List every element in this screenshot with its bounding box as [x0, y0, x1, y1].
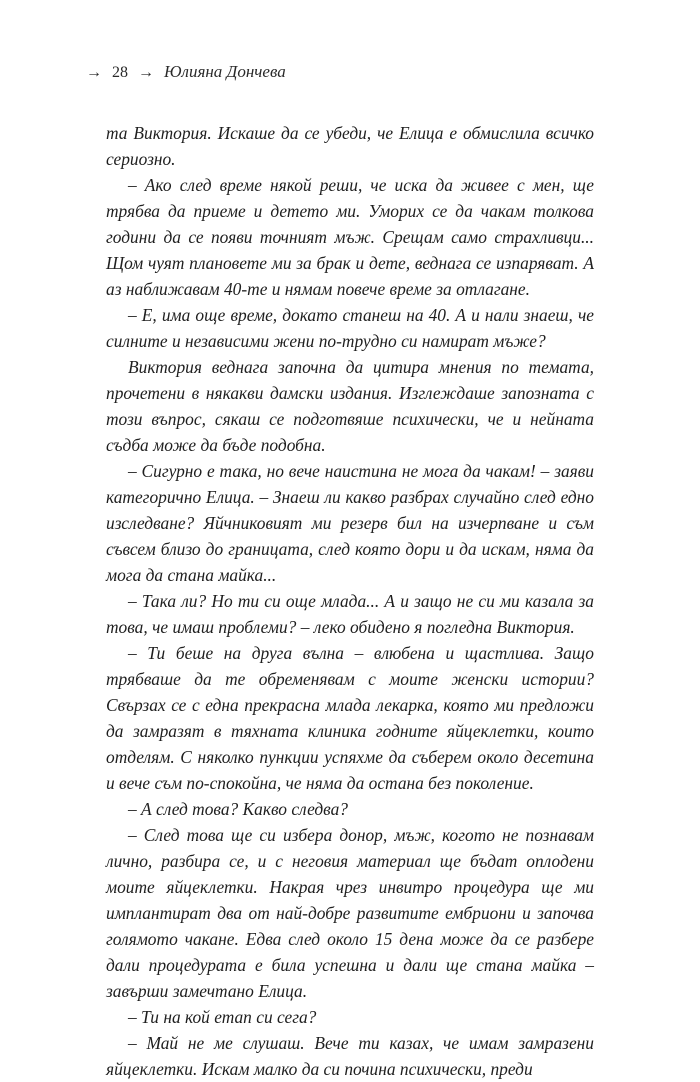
paragraph: Виктория веднага започна да цитира мнения по темата, прочетени в някакви дамски издания. Изглеждаше запозната с този въпрос, сякаш се подготвяше психически, че и нейната съдба може да бъде подобна.: [106, 357, 594, 455]
paragraph: – Ти на кой етап си сега?: [128, 1007, 317, 1027]
running-header: [86, 62, 286, 82]
paragraph: – След това ще си избера донор, мъж, когото не познавам лично, разбира се, и с неговия материал ще бъдат оплодени моите яйцеклетки. Накрая чрез инвитро процедура ще ми имплантират два от най-добре развитите ембриони и започва голямото чакане. Едва след около 15 дена може да се разбере дали процедурата е била успешна и дали ще стана майка – завърши замечтано Елица.: [106, 825, 594, 1001]
paragraph: – Е, има още време, докато станеш на 40. А и нали знаеш, че силните и независими жени по-трудно си намират мъже?: [106, 305, 594, 351]
page-number: 28: [112, 64, 128, 81]
paragraph: – Май не ме слушаш. Вече ти казах, че имам замразени яйцеклетки. Искам малко да си почина психически, преди: [106, 1033, 594, 1079]
paragraph: – Ти беше на друга вълна – влюбена и щастлива. Защо трябваше да те обременявам с моите женски истории? Свързах се с една прекрасна млада лекарка, която ми предложи да замразят в тяхната клиника годните яйцеклетки, които отделям. С няколко пункции успяхме да съберем около десетина и вече съм по-спокойна, че няма да остана без поколение.: [106, 643, 594, 793]
page-body: [106, 120, 594, 1082]
author-name: Юлияна Дончева: [164, 62, 286, 81]
paragraph: – Така ли? Но ти си още млада... А и защо не си ми казала за това, че имаш проблеми? – леко обидено я погледна Виктория.: [106, 591, 594, 637]
paragraph: – Ако след време някой реши, че иска да живее с мен, ще трябва да приеме и детето ми. Уморих се да чакам толкова години да се появи точният мъж. Срещам само страхливци... Щом чуят плановете ми за брак и дете, веднага се изпаряват. А аз наближавам 40-те и нямам повече време за отлагане.: [106, 175, 594, 299]
paragraph: – Сигурно е така, но вече наистина не мога да чакам! – заяви категорично Елица. – Знаеш ли какво разбрах случайно след едно изследване? Яйчниковият ми резерв бил на изчерпване и съм съвсем близо до границата, след която дори и да искам, няма да мога да стана майка...: [106, 461, 594, 585]
arrow-right-icon: →: [86, 64, 102, 81]
paragraph: та Виктория. Искаше да се убеди, че Елица е обмислила всичко сериозно.: [106, 123, 594, 169]
arrow-right-icon: →: [138, 64, 154, 81]
paragraph: – А след това? Какво следва?: [128, 799, 348, 819]
